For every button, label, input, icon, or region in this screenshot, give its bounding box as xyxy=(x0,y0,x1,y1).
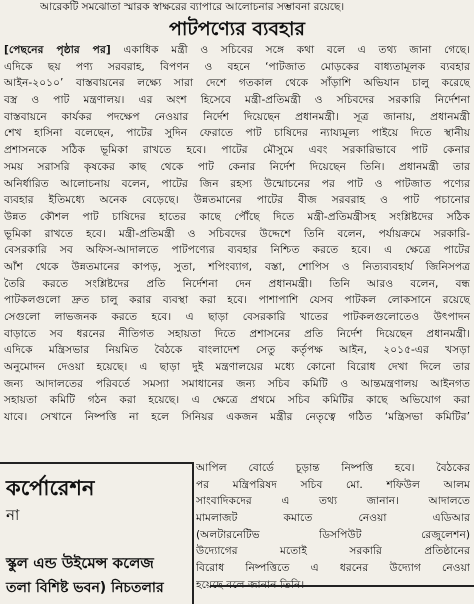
article-line: প্রশাসনকে সঠিক ভূমিকা রাখতে হবে। পাটের মৌসুমে এবং সরকারিভাবে পাট কেনার xyxy=(4,143,470,157)
article-line: বস্ত্র ও পাট মন্ত্রণালয়। এর অংশ হিসেবে মন্ত্রী-প্রতিমন্ত্রী ও সচিবদের সরকারি নির্দেশনা xyxy=(4,93,470,107)
article-line: অনির্ধারিত আলোচনায় বলেন, পাটের জিন রহস্য উন্মোচনের পর পাট ও পাটজাত পণ্যের xyxy=(4,176,470,190)
article-line: পর মন্ত্রিপরিষদ সচিব মো. শফিউল আলম xyxy=(196,477,470,491)
article-line: সময় সরাসরি কৃষকের কাছ থেকে পাট কেনার নির্দেশ দিয়েছেন তিনি। প্রধানমন্ত্রী তার xyxy=(4,159,470,173)
article-line: বিরোধ নিষ্পত্তিতে এ ধরনের উদ্যোগ নেওয়া xyxy=(196,561,470,575)
article-line: (অলটারনেটিভ ডিসপিউট রেজুলেশন) xyxy=(196,527,470,541)
article-line: জন্য আদালতের পরিবর্তে সমস্যা সমাধানের জন্য সচিব কমিটি ও আন্তমন্ত্রণালয় আইনগত xyxy=(4,376,470,390)
continuation-tag: [পেছনের পৃষ্ঠার পর] xyxy=(4,43,111,56)
article-line: ভূমিকা রাখতে হবে। মন্ত্রী-প্রতিমন্ত্রী ও সচিবদের উদ্দেশে তিনি বলেন, পর্যায়ক্রমে সরকারি- xyxy=(4,226,470,240)
article-line: ব্যবহার ইতিমধ্যে অনেক বেড়েছে। উন্নতমানের পাটের বীজ সরবরাহ ও পাট পচানোর xyxy=(4,193,470,207)
previous-article-fragment: আরেকটি সমঝোতা স্মারক স্বাক্ষরের ব্যাপারে আলোচনার সম্ভাবনা রয়েছে। xyxy=(40,1,345,13)
article-line: সাংবাদিকদের এ তথ্য জানান। আদালতে xyxy=(196,494,470,508)
article-line: সেগুলো লাভজনক করতে হবে। এ ছাড়া বেসরকারি খাতের পাটকলগুলোতেও উৎপাদন xyxy=(4,310,470,323)
article-line: বাস্তবায়নে কার্যকর পদক্ষেপ নেওয়ার নির্দেশ দিয়েছেন প্রধানমন্ত্রী। সূত্র জানায়, প্রধানমন্ত্রী xyxy=(4,109,470,123)
corporation-notice-box xyxy=(0,462,194,604)
article-line: এদিকে মন্ত্রিসভার নিয়মিত বৈঠকে বাংলাদেশ সেতু কর্তৃপক্ষ আইন, ২০১৫-এর খসড়া xyxy=(4,343,470,357)
article-line: উদ্যোগের মতোই সরকারি প্রতিষ্ঠানের xyxy=(196,544,470,558)
article-line: মামলাজট কমাতে নেওয়া এডিআর xyxy=(196,511,470,525)
article-body xyxy=(0,42,474,426)
article-line: শেখ হাসিনা বলেছেন, পাটের সুদিন ফেরাতে পাট চাষিদের ন্যায্যমূল্য পাইয়ে দিতে স্থানীয় xyxy=(4,126,470,140)
article-line: অনুমোদন দেওয়া হয়েছে। এ ছাড়া দুই মন্ত্রণালয়ের মধ্যে কোনো বিরোধ দেখা দিলে তার xyxy=(4,360,470,374)
article-line: উন্নত কৌশল পাট চাষিদের হাতের কাছে পৌঁছে দিতে মন্ত্রী-প্রতিমন্ত্রীসহ সংশ্লিষ্টদের সঠিক xyxy=(4,209,470,223)
section-divider xyxy=(210,585,474,587)
article-line: আইন-২০১০’ বাস্তবায়নের লক্ষ্যে সারা দেশে গতকাল থেকে সাঁড়াশি অভিযান চালু করেছে xyxy=(4,76,470,90)
article-line: বাড়াতে সব ধরনের নীতিগত সহায়তা দিতে প্রশাসনের প্রতি নির্দেশ দিয়েছেন প্রধানমন্ত্রী। xyxy=(4,326,470,340)
notice-address: তলা বিশিষ্ট ভবন) নিচতলার xyxy=(6,580,164,596)
article-line: আঁশ থেকে উন্নতমানের কাপড়, সুতা, শপিংব্যাগ, বস্তা, শোপিস ও নিত্যব্যবহার্য জিনিসপত্র xyxy=(4,259,470,273)
article-line: যাবে। সেখানে নিষ্পত্তি না হলে সিনিয়র একজন মন্ত্রীর নেতৃত্বে গঠিত ‘মন্ত্রিসভা কমিটির’ xyxy=(4,410,470,424)
article-line: বেসরকারি সব অফিস-আদালতে পাটপণ্যের ব্যবহার নিশ্চিত করতে হবে। এ ক্ষেত্রে পাটের xyxy=(4,243,470,257)
article-line: হয়েছে বলে জানান তিনি। xyxy=(196,577,305,591)
article-line xyxy=(0,42,474,59)
article-line: এদিকে ছয় পণ্য সরবরাহ, বিপণন ও বহনে ‘পাটজাত মোড়কের বাধ্যতামূলক ব্যবহার xyxy=(4,59,470,73)
article-line: আপিল বোর্ডে চূড়ান্ত নিষ্পত্তি হবে। বৈঠকের xyxy=(196,461,470,474)
article-line: তৈরি করতে সংশ্লিষ্টদের প্রতি নির্দেশনা দেন প্রধানমন্ত্রী। তিনি আরও বলেন, বন্ধ xyxy=(4,276,470,290)
article-headline: পাটপণ্যের ব্যবহার xyxy=(169,18,305,40)
notice-college-name: স্কুল এন্ড উইমেন্স কলেজ xyxy=(6,554,154,572)
article-line: পাটকলগুলো দ্রুত চালু করার ব্যবস্থা করা হবে। পাশাপাশি যেসব পাটকল লোকসানে রয়েছে xyxy=(4,293,470,307)
notice-title: কর্পোরেশন xyxy=(6,476,95,500)
article-line: সহায়তা কমিটি গঠন করা হয়েছে। এ ক্ষেত্রে প্রথমে সচিব কমিটির কাছে অভিযোগ করা xyxy=(4,393,470,407)
article-continuation-column xyxy=(196,460,470,594)
article-line-text: একাধিক মন্ত্রী ও সচিবের সঙ্গে কথা বলে এ তথ্য জানা গেছে। xyxy=(110,43,470,56)
notice-subtitle: না xyxy=(6,506,20,524)
